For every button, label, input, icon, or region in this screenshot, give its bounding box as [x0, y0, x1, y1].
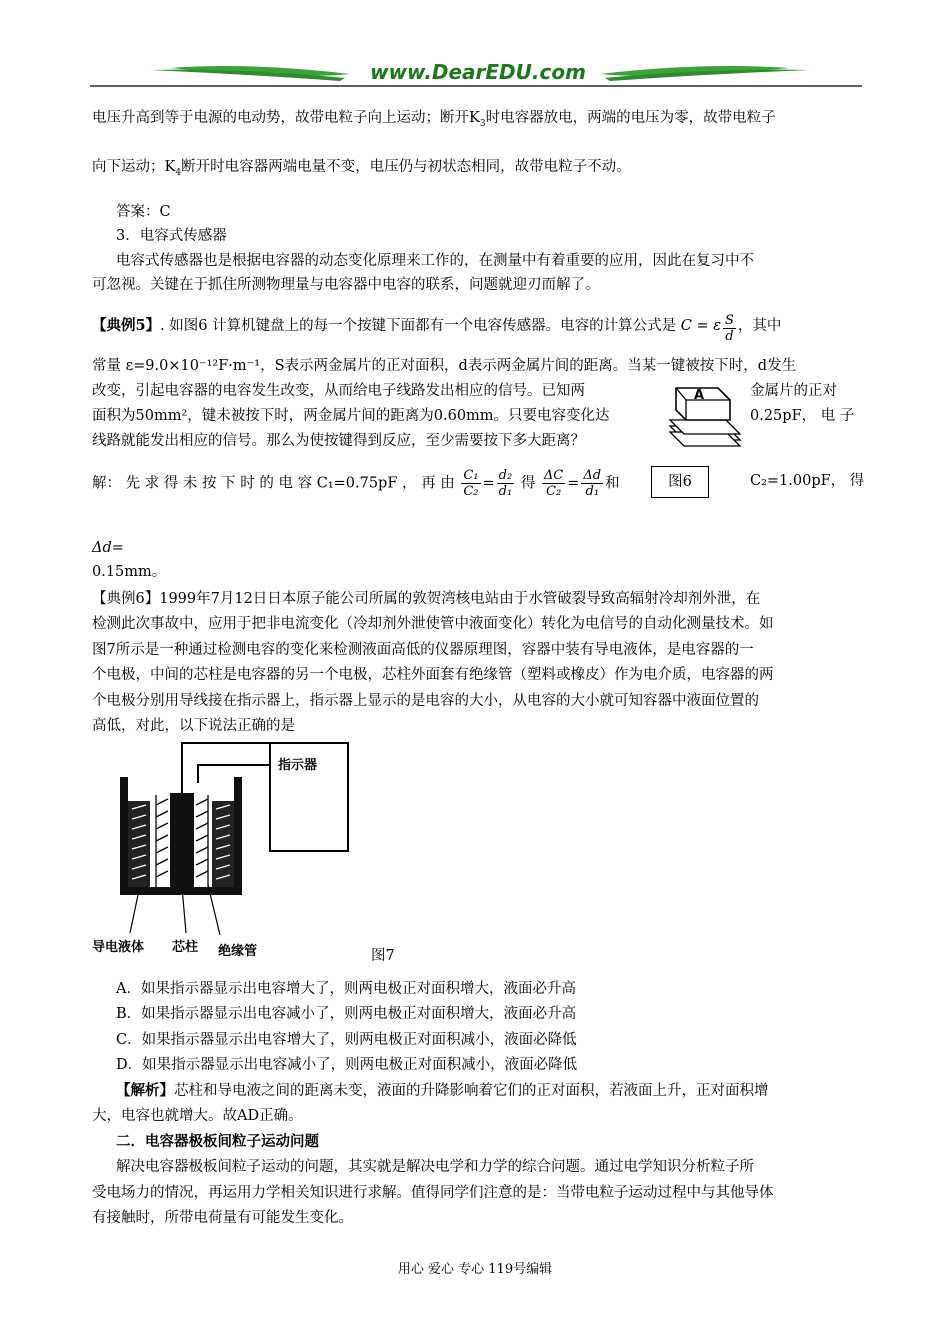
ex5-line4a: 面积为50mm²，键未被按下时，两金属片间的距离为0.60mm。只要电容变化达 — [92, 408, 610, 424]
final-line2: 受电场力的情况，再运用力学相关知识进行求解。值得同学们注意的是：当带电粒子运动过程中与其他导体 — [92, 1185, 774, 1201]
liquid-label: 导电液体 — [92, 940, 145, 955]
option-d: D．如果指示器显示出电容减小了，则两电极正对面积减小，液面必降低 — [116, 1057, 578, 1073]
ex5-result: 0.15mm。 — [92, 564, 167, 580]
ex5-line2: 常量 ε=9.0×10⁻¹²F·m⁻¹，S表示两金属片的正对面积，d表示两金属片间的距离。当某一键被按下时，d发生 — [92, 358, 797, 374]
figure6-label: 图6 — [651, 466, 709, 498]
intro-line2: 可忽视。关键在于抓住所测物理量与电容器中电容的联系，问题就迎刃而解了。 — [92, 277, 600, 293]
figure7-diagram — [90, 735, 360, 935]
ex6-line6: 高低，对此，以下说法正确的是 — [92, 718, 295, 734]
ex5-solution: 解： 先 求 得 未 按 下 时 的 电 容 C₁=0.75pF ， 再 由 $\frac{\text{C₁}}{\text{C₂}}$ = $\frac{\text{d₂}}{\text{d₁}}$ 得 $\frac{\Delta C}{\text{C₂}}$ = $\frac{\Delta d}{\text{d₁}}$ 和 — [92, 468, 620, 499]
core-column — [170, 793, 194, 887]
option-a: A．如果指示器显示出电容增大了，则两电极正对面积增大，液面必升高 — [116, 981, 576, 997]
ex5-solution-c2: C₂=1.00pF， 得 — [750, 473, 865, 489]
answer: 答案：C — [116, 204, 171, 220]
para0-line1: 电压升高到等于电源的电动势，故带电粒子向上运动；断开$K_3$时电容器放电，两端的电压为零，故带电粒子 — [92, 110, 776, 129]
ex5-line3b: 金属片的正对 — [750, 383, 837, 399]
insulator-label: 绝缘管 — [218, 944, 258, 959]
ex5-line5: 线路就能发出相应的信号。那么为使按键得到反应，至少需要按下多大距离？ — [92, 433, 585, 449]
option-c: C．如果指示器显示出电容增大了，则两电极正对面积减小，液面必降低 — [116, 1032, 577, 1048]
analysis-line2: 大，电容也就增大。故AD正确。 — [92, 1108, 303, 1124]
option-b: B．如果指示器显示出电容减小了，则两电极正对面积增大，液面必升高 — [116, 1006, 577, 1022]
ex6-line2: 检测此次事故中，应用于把非电流变化（冷却剂外泄使管中液面变化）转化为电信号的自动化测量技术。如 — [92, 616, 774, 632]
ex6-line5: 个电极分别用导线接在指示器上，指示器上显示的是电容的大小，从电容的大小就可知容器中液面位置的 — [92, 693, 759, 709]
ex5-line1: 【典例5】. 如图6 计算机键盘上的每一个按键下面都有一个电容传感器。电容的计算公式是 C = ε $\frac{S}{d}$ ，其中 — [92, 313, 782, 344]
ex5-line3a: 改变，引起电容器的电容发生改变，从而给电子线路发出相应的信号。已知两 — [92, 383, 585, 399]
ex5-delta-d: Δd= — [92, 540, 124, 556]
page-footer: 用心 爱心 专心 119号编辑 — [397, 1262, 553, 1277]
para0-line2: 向下运动；$K_4$断开时电容器两端电量不变，电压仍与初状态相同，故带电粒子不动。 — [92, 159, 631, 178]
indicator-label: 指示器 — [278, 758, 318, 773]
ex6-line1: 【典例6】1999年7月12日日本原子能公司所属的敦贺湾核电站由于水管破裂导致高辐射冷却剂外泄，在 — [92, 591, 761, 607]
ex6-line4: 个电极，中间的芯柱是电容器的另一个电极，芯柱外面套有绝缘管（塑料或橡皮）作为电介质，电容器的两 — [92, 667, 774, 683]
section3-heading: 3．电容式传感器 — [116, 228, 227, 244]
final-line3: 有接触时，所带电荷量有可能发生变化。 — [92, 1210, 353, 1226]
section2-heading: 二．电容器极板间粒子运动问题 — [116, 1133, 319, 1150]
figure7-caption: 图7 — [371, 948, 395, 964]
core-label: 芯柱 — [172, 940, 199, 955]
wire-core — [182, 743, 270, 795]
page-header — [90, 58, 862, 90]
header-site[interactable]: www.DearEDU.com — [370, 60, 586, 84]
intro-line1: 电容式传感器也是根据电容器的动态变化原理来工作的，在测量中有着重要的应用，因此在复习中不 — [116, 253, 754, 269]
final-line1: 解决电容器极板间粒子运动的问题，其实就是解决电学和力学的综合问题。通过电学知识分析粒子所 — [116, 1159, 754, 1175]
analysis-line1: 【解析】芯柱和导电液之间的距离未变，液面的升降影响着它们的正对面积，若液面上升，正对面积增 — [116, 1082, 769, 1099]
key-letter: A — [694, 388, 705, 403]
ex6-line3: 图7所示是一种通过检测电容的变化来检测液面高低的仪器原理图，容器中装有导电液体，是电容器的一 — [92, 642, 754, 658]
keyboard-key-icon — [664, 382, 746, 452]
ex5-line4b: 0.25pF， 电 子 — [750, 408, 855, 424]
